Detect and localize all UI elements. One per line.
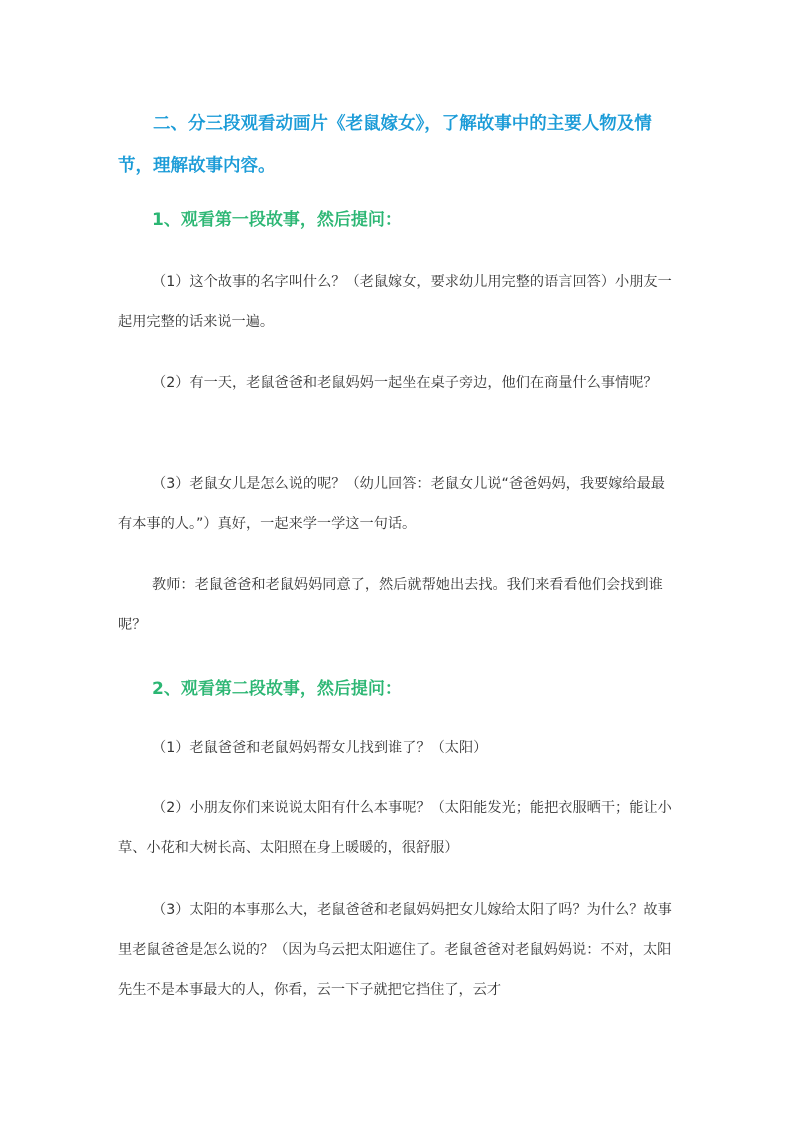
paragraph: （2）有一天，老鼠爸爸和老鼠妈妈一起坐在桌子旁边，他们在商量什么事情呢？: [152, 375, 658, 391]
paragraph: （1）这个故事的名字叫什么？（老鼠嫁女，要求幼儿用完整的语言回答）小朋友一起用完整的话来说一遍。: [118, 274, 672, 330]
paragraph: 教师：老鼠爸爸和老鼠妈妈同意了，然后就帮她出去找。我们来看看他们会找到谁呢？: [118, 577, 663, 633]
part1-heading: 1、观看第一段故事，然后提问：: [152, 210, 402, 230]
paragraph: （3）太阳的本事那么大，老鼠爸爸和老鼠妈妈把女儿嫁给太阳了吗？为什么？故事里老鼠爸爸是怎么说的？（因为乌云把太阳遮住了。老鼠爸爸对老鼠妈妈说：不对，太阳先生不是本事最大的人，你看，云一下子就把它挡住了，云才: [118, 902, 672, 998]
paragraph: （3）老鼠女儿是怎么说的呢？（幼儿回答：老鼠女儿说“爸爸妈妈，我要嫁给最最有本事的人。”）真好，一起来学一学这一句话。: [118, 476, 665, 532]
paragraph: （2）小朋友你们来说说太阳有什么本事呢？（太阳能发光；能把衣服晒干；能让小草、小花和大树长高、太阳照在身上暖暖的，很舒服）: [118, 800, 672, 856]
part2-heading: 2、观看第二段故事，然后提问：: [152, 679, 402, 699]
paragraph: （1）老鼠爸爸和老鼠妈妈帮女儿找到谁了？（太阳）: [152, 740, 488, 756]
section-heading: 二、分三段观看动画片《老鼠嫁女》，了解故事中的主要人物及情节，理解故事内容。: [118, 114, 652, 176]
